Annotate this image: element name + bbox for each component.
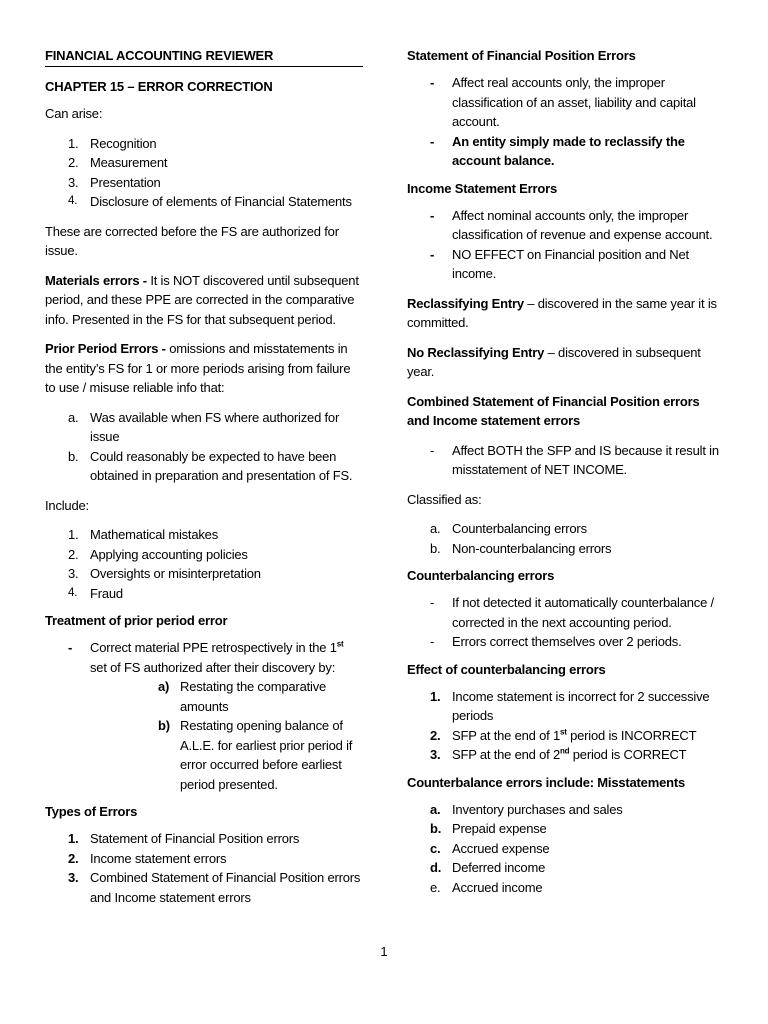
list-item: b. Could reasonably be expected to have been obtained in preparation and presentation of FS.: [68, 448, 353, 483]
treatment-heading: Treatment of prior period error: [45, 613, 228, 628]
left-column: [45, 48, 363, 917]
list-item: d. Deferred income: [430, 860, 546, 875]
list-item: - Correct material PPE retrospectively in the 1st set of FS authorized after their discovery by: a) Restating the comparative amounts b) Restating opening balance of A.L.E. for earliest prior period if error occurred before earliest period presented.: [45, 638, 363, 794]
counterbalancing-list: [407, 593, 725, 652]
list-item: - An entity simply made to reclassify the account balance.: [430, 133, 685, 168]
list-item: 1. Income statement is incorrect for 2 successive periods: [430, 688, 710, 723]
material-errors-paragraph: Materials errors - It is NOT discovered until subsequent period, and these PPE are corrected in the comparative info. Presented in the FS for that subsequent period.: [45, 272, 359, 327]
list-item: 4. Fraud: [68, 585, 123, 601]
list-item: e. Accrued income: [430, 879, 543, 895]
can-arise-intro: Can arise:: [45, 106, 103, 121]
sfp-errors-list: [407, 73, 725, 171]
can-arise-list: [45, 134, 363, 212]
list-item: 3. Presentation: [68, 174, 161, 190]
list-item: 1. Recognition: [68, 135, 157, 151]
list-item: b. Prepaid expense: [430, 821, 547, 836]
document-title: FINANCIAL ACCOUNTING REVIEWER: [45, 48, 363, 67]
list-item: b. Non-counterbalancing errors: [430, 540, 612, 556]
list-item: 1. Mathematical mistakes: [68, 527, 219, 542]
list-item: a) Restating the comparative amounts: [158, 679, 327, 714]
list-item: 2. SFP at the end of 1st period is INCORRECT: [430, 727, 697, 743]
reclassifying-paragraph: Reclassifying Entry – discovered in the same year it is committed.: [407, 295, 717, 330]
list-item: 4. Disclosure of elements of Financial Statements: [68, 194, 352, 209]
types-list: [45, 829, 363, 907]
list-item: 3. Oversights or misinterpretation: [68, 566, 261, 581]
combined-list: [407, 441, 725, 480]
list-item: 2. Income statement errors: [68, 850, 227, 866]
list-item: a. Counterbalancing errors: [430, 521, 587, 536]
list-item: - If not detected it automatically counterbalance / corrected in the next accounting period.: [430, 595, 714, 630]
combined-heading: Combined Statement of Financial Position errors and Income statement errors: [407, 393, 700, 428]
list-item: - NO EFFECT on Financial position and Net income.: [430, 246, 689, 281]
treatment-list: [45, 638, 363, 794]
types-heading: Types of Errors: [45, 804, 138, 819]
list-item: 3. Combined Statement of Financial Position errors and Income statement errors: [68, 870, 361, 905]
effect-heading: Effect of counterbalancing errors: [407, 661, 606, 677]
corrected-note: These are corrected before the FS are authorized for issue.: [45, 223, 339, 258]
include-errors-list: [407, 800, 725, 898]
list-item: 1. Statement of Financial Position errors: [68, 831, 300, 846]
treatment-sub-list: [90, 677, 363, 794]
page-number: 1: [380, 944, 388, 959]
list-item: - Errors correct themselves over 2 periods.: [430, 634, 682, 649]
is-errors-heading: Income Statement Errors: [407, 180, 558, 196]
list-item: 2. Applying accounting policies: [68, 546, 248, 562]
right-column: [407, 48, 725, 907]
no-reclassifying-paragraph: No Reclassifying Entry – discovered in subsequent year.: [407, 344, 701, 379]
include-list: [45, 525, 363, 603]
classified-intro: Classified as:: [407, 491, 482, 507]
classified-list: [407, 519, 725, 558]
effect-list: [407, 687, 725, 765]
include-intro: Include:: [45, 497, 89, 513]
is-errors-list: [407, 206, 725, 284]
list-item: c. Accrued expense: [430, 840, 550, 856]
include-errors-heading: Counterbalance errors include: Misstatements: [407, 774, 685, 790]
list-item: - Affect nominal accounts only, the improper classification of revenue and expense account.: [430, 207, 713, 242]
sfp-errors-heading: Statement of Financial Position Errors: [407, 48, 636, 63]
list-item: a. Was available when FS where authorized for issue: [68, 409, 340, 444]
prior-period-paragraph: Prior Period Errors - omissions and misstatements in the entity’s FS for 1 or more periods arising from failure to use / misuse reliable info that:: [45, 341, 351, 395]
list-item: 2. Measurement: [68, 155, 168, 170]
prior-period-list: [45, 408, 363, 486]
list-item: b) Restating opening balance of A.L.E. for earliest prior period if error occurred before earliest period presented.: [158, 718, 353, 792]
list-item: - Affect BOTH the SFP and IS because it result in misstatement of NET INCOME.: [430, 442, 719, 477]
list-item: - Affect real accounts only, the improper classification of an asset, liability and capital account.: [430, 75, 696, 129]
list-item: a. Inventory purchases and sales: [430, 801, 623, 817]
counterbalancing-heading: Counterbalancing errors: [407, 568, 555, 583]
list-item: 3. SFP at the end of 2nd period is CORRECT: [430, 746, 687, 762]
chapter-title: CHAPTER 15 – ERROR CORRECTION: [45, 79, 273, 94]
